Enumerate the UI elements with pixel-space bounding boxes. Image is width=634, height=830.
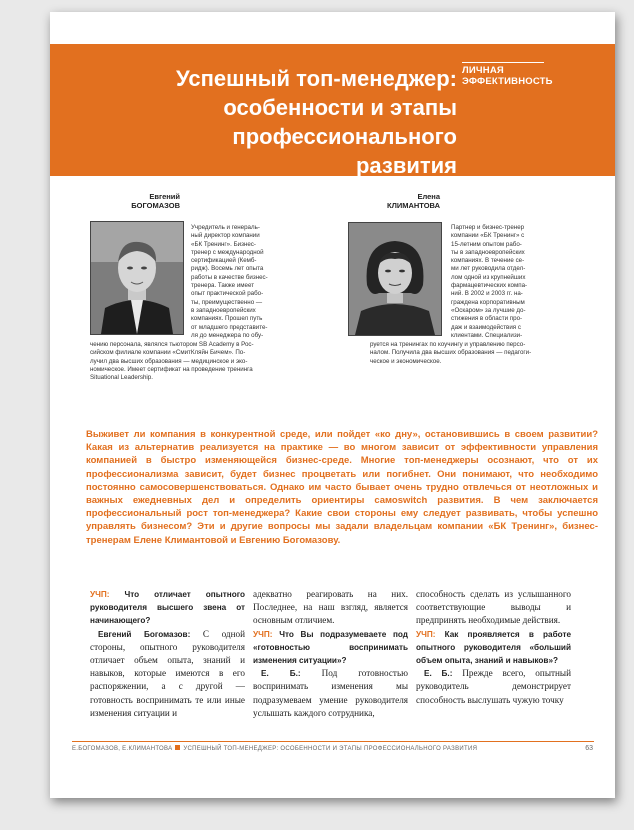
page-number: 63 [585, 745, 593, 752]
author-bio-klimantova-full: руется на тренингах по коучингу и управлению персо- налом. Получила два высших образования — педагоги- ческое и экономическое. [370, 341, 532, 365]
running-footer: Е.БОГОМАЗОВ, Е.КЛИМАНТОВА УСПЕШНЫЙ ТОП-МЕНЕДЖЕР: ОСОБЕННОСТИ И ЭТАПЫ ПРОФЕССИОНАЛЬНОГО РАЗВИТИЯ [72, 746, 478, 752]
footer-rule [72, 741, 594, 742]
author-name-bogomazov: Евгений БОГОМАЗОВ [131, 192, 180, 210]
portrait-man-icon [91, 222, 183, 334]
text-column-2: адекватно реагировать на них. Последнее, на наш взгляд, является основным отличием. УЧП: Что Вы подразумеваете под «готовностью воспринимать изменения ситуации»? Е. Б.: Под готовностью воспринимать изменения мы подразумеваем умение руководителя услышать каждого сотрудника, [253, 589, 408, 718]
magazine-page [50, 12, 615, 798]
article-title: Успешный топ-менеджер: особенности и этапы профессионального развития [176, 66, 457, 178]
portrait-woman-icon [349, 223, 441, 335]
text-column-3: способность сделать из услышанного соответствующие выводы и предпринять необходимые действия. УЧП: Как проявляется в работе опытного руководителя «больший объем опыта, знаний и навыков»? Е. Б.: Прежде всего, опытный руководитель демонстрирует способность выслушать чужую точку [416, 589, 572, 705]
section-rubric: ЛИЧНАЯ ЭФФЕКТИВНОСТЬ [462, 62, 544, 87]
article-lead: Выживет ли компания в конкурентной среде, или пойдет «ко дну», остановившись в своем развитии? Какая из альтернатив реализуется на практике — во многом зависит от эффективности управления компанией в быстро изменяющейся бизнес-среде. Многие топ-менеджеры осознают, что от их профессионализма зависит, будет бизнес процветать или погибнет. Они понимают, что необходимо постоянно самосовершенствоваться. Однако им часто бывает очень трудно отвлечься от неотложных и важных ежедневных дел и определить ориентиры самоswitch развития. В чем заключается профессиональный рост топ-менеджера? Какие свои стороны ему следует развивать, чтобы успешно управлять бизнесом? Эти и другие вопросы мы задали владельцам компании «БК Тренинг», бизнес-тренерам Елене Климантовой и Евгению Богомазову. [86, 429, 598, 546]
author-bio-bogomazov-side: Учредитель и генераль- ный директор компании «БК Тренинг». Бизнес- тренер с международной сертификацией (Кемб- ридж). Восемь лет опыта работы в качестве бизнес- тренера. Также имеет опыт практической рабо- ты, преимущественно — в западноевропейских компаниях. Прошел путь от младшего представите- ля до менеджера по обу- [191, 224, 268, 339]
square-bullet-icon [175, 745, 180, 750]
author-photo-klimantova [348, 222, 442, 336]
author-bio-bogomazov-full: чению персонала, являлся тьютором SB Academy в Рос- сийском филиале компании «СмитКляйн Бичем». По- лучил два высших образования — медицинское и эко- номическое. Имеет сертификат на проведение тренинга Situational Leadership. [90, 341, 254, 382]
author-name-klimantova: Елена КЛИМАНТОВА [387, 192, 440, 210]
author-photo-bogomazov [90, 221, 184, 335]
author-bio-klimantova-side: Партнер и бизнес-тренер компании «БК Тренинг» с 15-летним опытом рабо- ты в западноевропейских компаниях. В течение се- ми лет руководила отдел- лом одной из крупнейших фармацевтических компа- ний. В 2002 и 2003 гг. на- граждена корпоративным «Оскаром» за лучшие до- стижения в области про- даж и взаимодействия с клиентами. Специализи- [451, 224, 528, 339]
text-column-1: УЧП: Что отличает опытного руководителя высшего звена от начинающего? Евгений Богомазов: С одной стороны, опытного руководителя отличает объем опыта, знаний и навыков, которые имеются в его распоряжении, а с другой — готовность воспринимать те или иные изменения ситуации и [90, 590, 246, 718]
